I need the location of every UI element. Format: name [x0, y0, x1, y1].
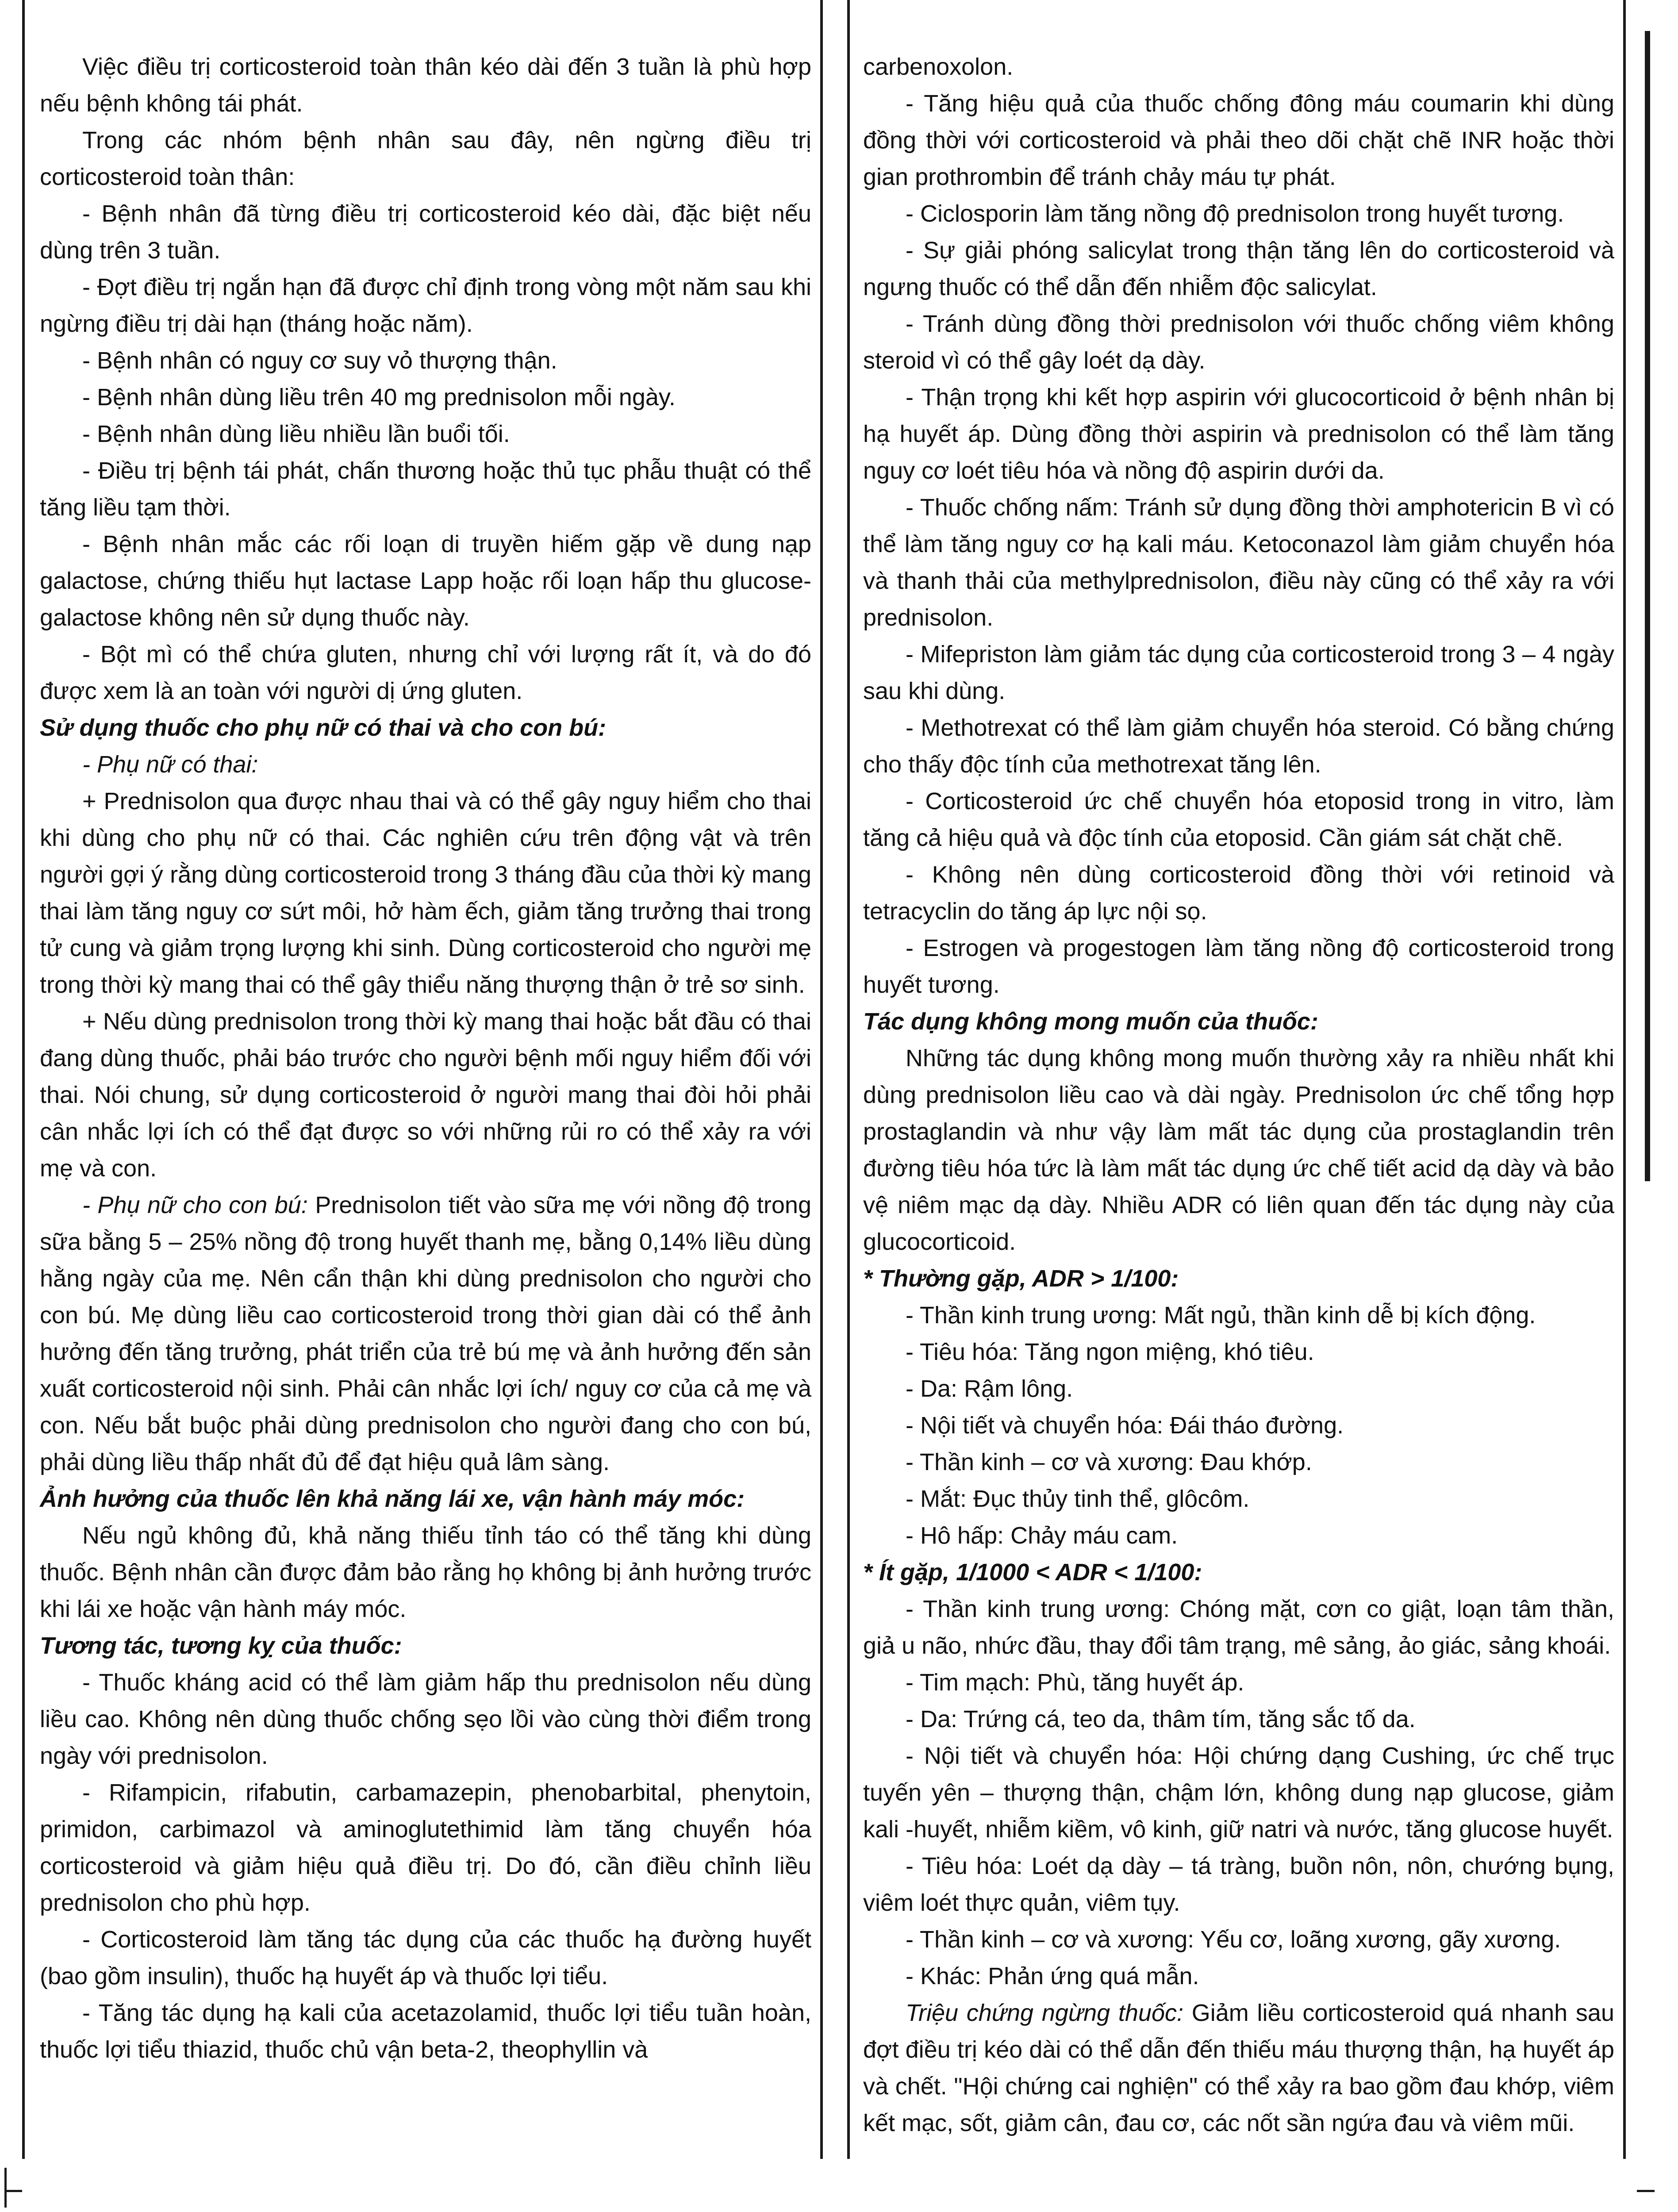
paragraph: - Hô hấp: Chảy máu cam. [906, 1522, 1178, 1549]
paragraph: - Ciclosporin làm tăng nồng độ prednisolon trong huyết tương. [906, 200, 1564, 227]
paragraph: - Bệnh nhân dùng liều trên 40 mg prednisolon mỗi ngày. [82, 384, 676, 411]
paragraph: - Da: Rậm lông. [906, 1375, 1073, 1402]
paragraph: - Đợt điều trị ngắn hạn đã được chỉ định trong vòng một năm sau khi ngừng điều trị dài hạn (tháng hoặc năm). [40, 274, 811, 337]
paragraph: - Thần kinh – cơ và xương: Yếu cơ, loãng xương, gãy xương. [906, 1926, 1561, 1953]
paragraph: - Tim mạch: Phù, tăng huyết áp. [906, 1669, 1244, 1696]
crop-mark [1637, 2190, 1655, 2192]
paragraph: - Mifepriston làm giảm tác dụng của corticosteroid trong 3 – 4 ngày sau khi dùng. [863, 641, 1614, 704]
paragraph: - Bệnh nhân dùng liều nhiều lần buổi tối. [82, 421, 510, 447]
paragraph: - Tiêu hóa: Loét dạ dày – tá tràng, buồn nôn, nôn, chướng bụng, viêm loét thực quản, viêm tụy. [863, 1853, 1614, 1916]
paragraph: - Thận trọng khi kết hợp aspirin với glucocorticoid ở bệnh nhân bị hạ huyết áp. Dùng đồng thời aspirin và prednisolon có thể làm tăng nguy cơ loét tiêu hóa và nồng độ aspirin dưới da. [863, 384, 1614, 484]
section-heading: Tương tác, tương kỵ của thuốc: [40, 1632, 402, 1659]
paragraph: - Tiêu hóa: Tăng ngon miệng, khó tiêu. [906, 1339, 1314, 1365]
paragraph: - Tránh dùng đồng thời prednisolon với thuốc chống viêm không steroid vì có thể gây loét dạ dày. [863, 311, 1614, 374]
crop-mark [4, 2190, 22, 2192]
paragraph: carbenoxolon. [863, 54, 1014, 80]
paragraph: - Điều trị bệnh tái phát, chấn thương hoặc thủ tục phẫu thuật có thể tăng liều tạm thời. [40, 457, 811, 521]
paragraph: Những tác dụng không mong muốn thường xảy ra nhiều nhất khi dùng prednisolon liều cao và dài ngày. Prednisolon ức chế tổng hợp prostaglandin và như vậy làm mất tác dụng của prostaglandin trên đường tiêu hóa tức là làm mất tác dụng ức chế tiết acid dạ dày và bảo vệ niêm mạc dạ dày. Nhiều ADR có liên quan đến tác dụng này của glucocorticoid. [863, 1045, 1614, 1255]
paragraph: - Khác: Phản ứng quá mẫn. [906, 1963, 1199, 1989]
paragraph: - Estrogen và progestogen làm tăng nồng độ corticosteroid trong huyết tương. [863, 935, 1614, 998]
paragraph: - Sự giải phóng salicylat trong thận tăng lên do corticosteroid và ngưng thuốc có thể dẫn đến nhiễm độc salicylat. [863, 237, 1614, 300]
paragraph: Nếu ngủ không đủ, khả năng thiếu tỉnh táo có thể tăng khi dùng thuốc. Bệnh nhân cần được đảm bảo rằng họ không bị ảnh hưởng trước khi lái xe hoặc vận hành máy móc. [40, 1522, 811, 1622]
paragraph-body: Prednisolon tiết vào sữa mẹ với nồng độ trong sữa bằng 5 – 25% nồng độ trong huyết thanh mẹ, bằng 0,14% liều dùng hằng ngày của mẹ. Nên cẩn thận khi dùng prednisolon cho người cho con bú. Mẹ dùng liều cao corticosteroid trong thời gian dài có thể ảnh hưởng đến tăng trưởng, phát triển của trẻ bú mẹ và ảnh hưởng đến sản xuất corticosteroid nội sinh. Phải cân nhắc lợi ích/ nguy cơ của cả mẹ và con. Nếu bắt buộc phải dùng prednisolon cho người đang cho con bú, phải dùng liều thấp nhất đủ để đạt hiệu quả lâm sàng. [40, 1192, 811, 1475]
paragraph: - Thuốc kháng acid có thể làm giảm hấp thu prednisolon nếu dùng liều cao. Không nên dùng thuốc chống sẹo lồi vào cùng thời điểm trong ngày với prednisolon. [40, 1669, 811, 1769]
paragraph [40, 1187, 811, 1481]
frequency-subheading: * Ít gặp, 1/1000 < ADR < 1/100: [863, 1559, 1202, 1586]
paragraph: - Nội tiết và chuyển hóa: Đái tháo đường. [906, 1412, 1344, 1439]
paragraph: - Tăng hiệu quả của thuốc chống đông máu coumarin khi dùng đồng thời với corticosteroid và phải theo dõi chặt chẽ INR hoặc thời gian prothrombin để tránh chảy máu tự phát. [863, 90, 1614, 190]
page-edge-bar [1645, 31, 1650, 1181]
paragraph: - Nội tiết và chuyển hóa: Hội chứng dạng Cushing, ức chế trục tuyến yên – thượng thận, chậm lớn, không dung nạp glucose, giảm kali -huyết, nhiễm kiềm, vô kinh, giữ natri và nước, tăng glucose huyết. [863, 1743, 1614, 1843]
left-column [22, 0, 823, 2159]
paragraph-lead: Triệu chứng ngừng thuốc: [906, 2000, 1184, 2026]
paragraph: Việc điều trị corticosteroid toàn thân kéo dài đến 3 tuần là phù hợp nếu bệnh không tái phát. [40, 54, 811, 117]
paragraph: - Thuốc chống nấm: Tránh sử dụng đồng thời amphotericin B vì có thể làm tăng nguy cơ hạ kali máu. Ketoconazol làm giảm chuyển hóa và thanh thải của methylprednisolon, điều này cũng có thể xảy ra với prednisolon. [863, 494, 1614, 631]
frequency-subheading: * Thường gặp, ADR > 1/100: [863, 1265, 1179, 1292]
paragraph: - Corticosteroid ức chế chuyển hóa etoposid trong in vitro, làm tăng cả hiệu quả và độc tính của etoposid. Cần giám sát chặt chẽ. [863, 788, 1614, 851]
section-heading: Tác dụng không mong muốn của thuốc: [863, 1008, 1318, 1035]
paragraph: - Thần kinh – cơ và xương: Đau khớp. [906, 1449, 1312, 1475]
italic-subheading: - Phụ nữ có thai: [82, 751, 258, 778]
paragraph: - Corticosteroid làm tăng tác dụng của các thuốc hạ đường huyết (bao gồm insulin), thuốc hạ huyết áp và thuốc lợi tiểu. [40, 1926, 811, 1989]
paragraph: - Da: Trứng cá, teo da, thâm tím, tăng sắc tố da. [906, 1706, 1416, 1732]
paragraph: - Bệnh nhân đã từng điều trị corticosteroid kéo dài, đặc biệt nếu dùng trên 3 tuần. [40, 200, 811, 264]
paragraph: - Tăng tác dụng hạ kali của acetazolamid, thuốc lợi tiểu tuần hoàn, thuốc lợi tiểu thiazid, thuốc chủ vận beta-2, theophyllin và [40, 2000, 811, 2063]
section-heading: Sử dụng thuốc cho phụ nữ có thai và cho con bú: [40, 714, 607, 741]
crop-mark [4, 2168, 7, 2208]
paragraph: - Bệnh nhân có nguy cơ suy vỏ thượng thận. [82, 347, 557, 374]
right-column [847, 0, 1626, 2159]
paragraph-body: Giảm liều corticosteroid quá nhanh sau đợt điều trị kéo dài có thể dẫn đến thiếu máu thượng thận, hạ huyết áp và chết. "Hội chứng cai nghiện" có thể xảy ra bao gồm đau khớp, viêm kết mạc, sốt, giảm cân, đau cơ, các nốt sần ngứa đau và viêm mũi. [863, 2000, 1614, 2136]
paragraph: - Methotrexat có thể làm giảm chuyển hóa steroid. Có bằng chứng cho thấy độc tính của methotrexat tăng lên. [863, 714, 1614, 778]
paragraph: + Prednisolon qua được nhau thai và có thể gây nguy hiểm cho thai khi dùng cho phụ nữ có thai. Các nghiên cứu trên động vật và trên người gợi ý rằng dùng corticosteroid trong 3 tháng đầu của thời kỳ mang thai làm tăng nguy cơ sứt môi, hở hàm ếch, giảm tăng trưởng thai trong tử cung và giảm trọng lượng khi sinh. Dùng corticosteroid cho người mẹ trong thời kỳ mang thai có thể gây thiểu năng thượng thận ở trẻ sơ sinh. [40, 788, 811, 998]
paragraph: - Rifampicin, rifabutin, carbamazepin, phenobarbital, phenytoin, primidon, carbimazol và aminoglutethimid làm tăng chuyển hóa corticosteroid và giảm hiệu quả điều trị. Do đó, cần điều chỉnh liều prednisolon cho phù hợp. [40, 1779, 811, 1916]
paragraph: Trong các nhóm bệnh nhân sau đây, nên ngừng điều trị corticosteroid toàn thân: [40, 127, 811, 190]
paragraph: - Mắt: Đục thủy tinh thể, glôcôm. [906, 1486, 1250, 1512]
paragraph: + Nếu dùng prednisolon trong thời kỳ mang thai hoặc bắt đầu có thai đang dùng thuốc, phải báo trước cho người bệnh mối nguy hiểm đối với thai. Nói chung, sử dụng corticosteroid ở người mang thai đòi hỏi phải cân nhắc lợi ích có thể đạt được so với những rủi ro có thể xảy ra với mẹ và con. [40, 1008, 811, 1182]
paragraph: - Không nên dùng corticosteroid đồng thời với retinoid và tetracyclin do tăng áp lực nội sọ. [863, 861, 1614, 925]
paragraph: - Bệnh nhân mắc các rối loạn di truyền hiếm gặp về dung nạp galactose, chứng thiếu hụt lactase Lapp hoặc rối loạn hấp thu glucose-galactose không nên sử dụng thuốc này. [40, 531, 811, 631]
paragraph: - Thần kinh trung ương: Mất ngủ, thần kinh dễ bị kích động. [906, 1302, 1536, 1329]
paragraph-lead: - Phụ nữ cho con bú: [82, 1192, 308, 1218]
paragraph [863, 1995, 1614, 2142]
paragraph: - Bột mì có thể chứa gluten, nhưng chỉ với lượng rất ít, và do đó được xem là an toàn với người dị ứng gluten. [40, 641, 811, 704]
section-heading: Ảnh hưởng của thuốc lên khả năng lái xe, vận hành máy móc: [40, 1486, 745, 1512]
paragraph: - Thần kinh trung ương: Chóng mặt, cơn co giật, loạn tâm thần, giả u não, nhức đầu, thay đổi tâm trạng, mê sảng, ảo giác, sảng khoái. [863, 1596, 1614, 1659]
